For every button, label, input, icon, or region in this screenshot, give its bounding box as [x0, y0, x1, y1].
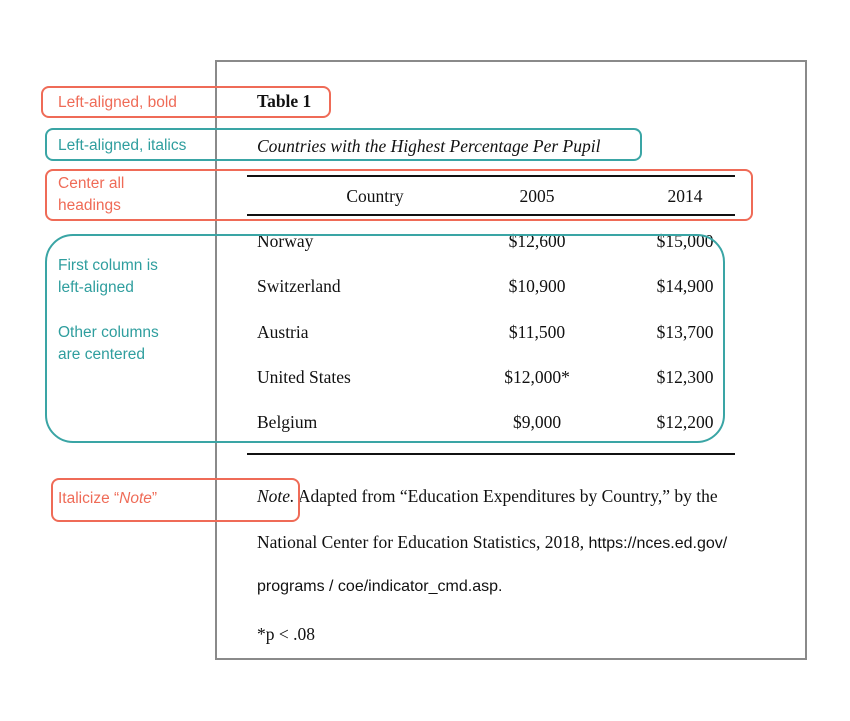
headings-annotation-box — [45, 169, 753, 221]
italics-annotation-label: Left-aligned, italics — [58, 137, 187, 154]
cell-country: United States — [257, 367, 351, 387]
italicize-word: Note — [119, 490, 152, 507]
note-url-continued: programs / coe/indicator_cmd.asp. — [257, 578, 503, 595]
cell-2005: $10,900 — [508, 276, 566, 296]
cell-2005: $9,000 — [512, 412, 562, 432]
cell-2014: $15,000 — [656, 231, 714, 251]
cell-2005: $12,600 — [508, 231, 566, 251]
footnote: *p < .08 — [257, 624, 315, 644]
cell-country: Belgium — [257, 412, 318, 432]
table-bottom-rule — [247, 453, 735, 455]
italicize-note-annotation-label — [58, 490, 157, 508]
cell-2005: $11,500 — [508, 322, 566, 342]
other-columns-annotation-label-1: Other columns — [58, 324, 159, 341]
cell-2014: $13,700 — [656, 322, 714, 342]
note-source: National Center for Education Statistics, 2018, — [257, 532, 585, 552]
note-url: https://nces.ed.gov/ — [588, 535, 728, 552]
note-line-1 — [257, 486, 718, 507]
first-column-annotation-label-2: left-aligned — [58, 279, 134, 296]
cell-country: Austria — [257, 322, 309, 342]
bold-annotation-label: Left-aligned, bold — [58, 94, 177, 111]
cell-2014: $14,900 — [656, 276, 714, 296]
header-2014: 2014 — [667, 186, 703, 206]
cell-country: Switzerland — [257, 276, 341, 296]
italicize-suffix: ” — [151, 490, 158, 507]
other-columns-annotation-label-2: are centered — [58, 346, 146, 363]
cell-2014: $12,200 — [656, 412, 714, 432]
headings-annotation-label-2: headings — [58, 197, 121, 214]
note-label: Note. — [257, 486, 295, 506]
first-column-annotation-label-1: First column is — [58, 257, 158, 274]
header-2005: 2005 — [519, 186, 555, 206]
note-text: Adapted from “Education Expenditures by Country,” by the — [297, 486, 718, 506]
italicize-prefix: Italicize “ — [58, 490, 120, 507]
table-title: Countries with the Highest Percentage Per Pupil — [257, 136, 601, 156]
table-label: Table 1 — [257, 91, 312, 111]
cell-2005: $12,000* — [504, 367, 570, 387]
header-country: Country — [346, 186, 404, 206]
note-line-2 — [257, 532, 727, 553]
cell-country: Norway — [257, 231, 314, 251]
cell-2014: $12,300 — [656, 367, 714, 387]
headings-annotation-label-1: Center all — [58, 175, 125, 192]
